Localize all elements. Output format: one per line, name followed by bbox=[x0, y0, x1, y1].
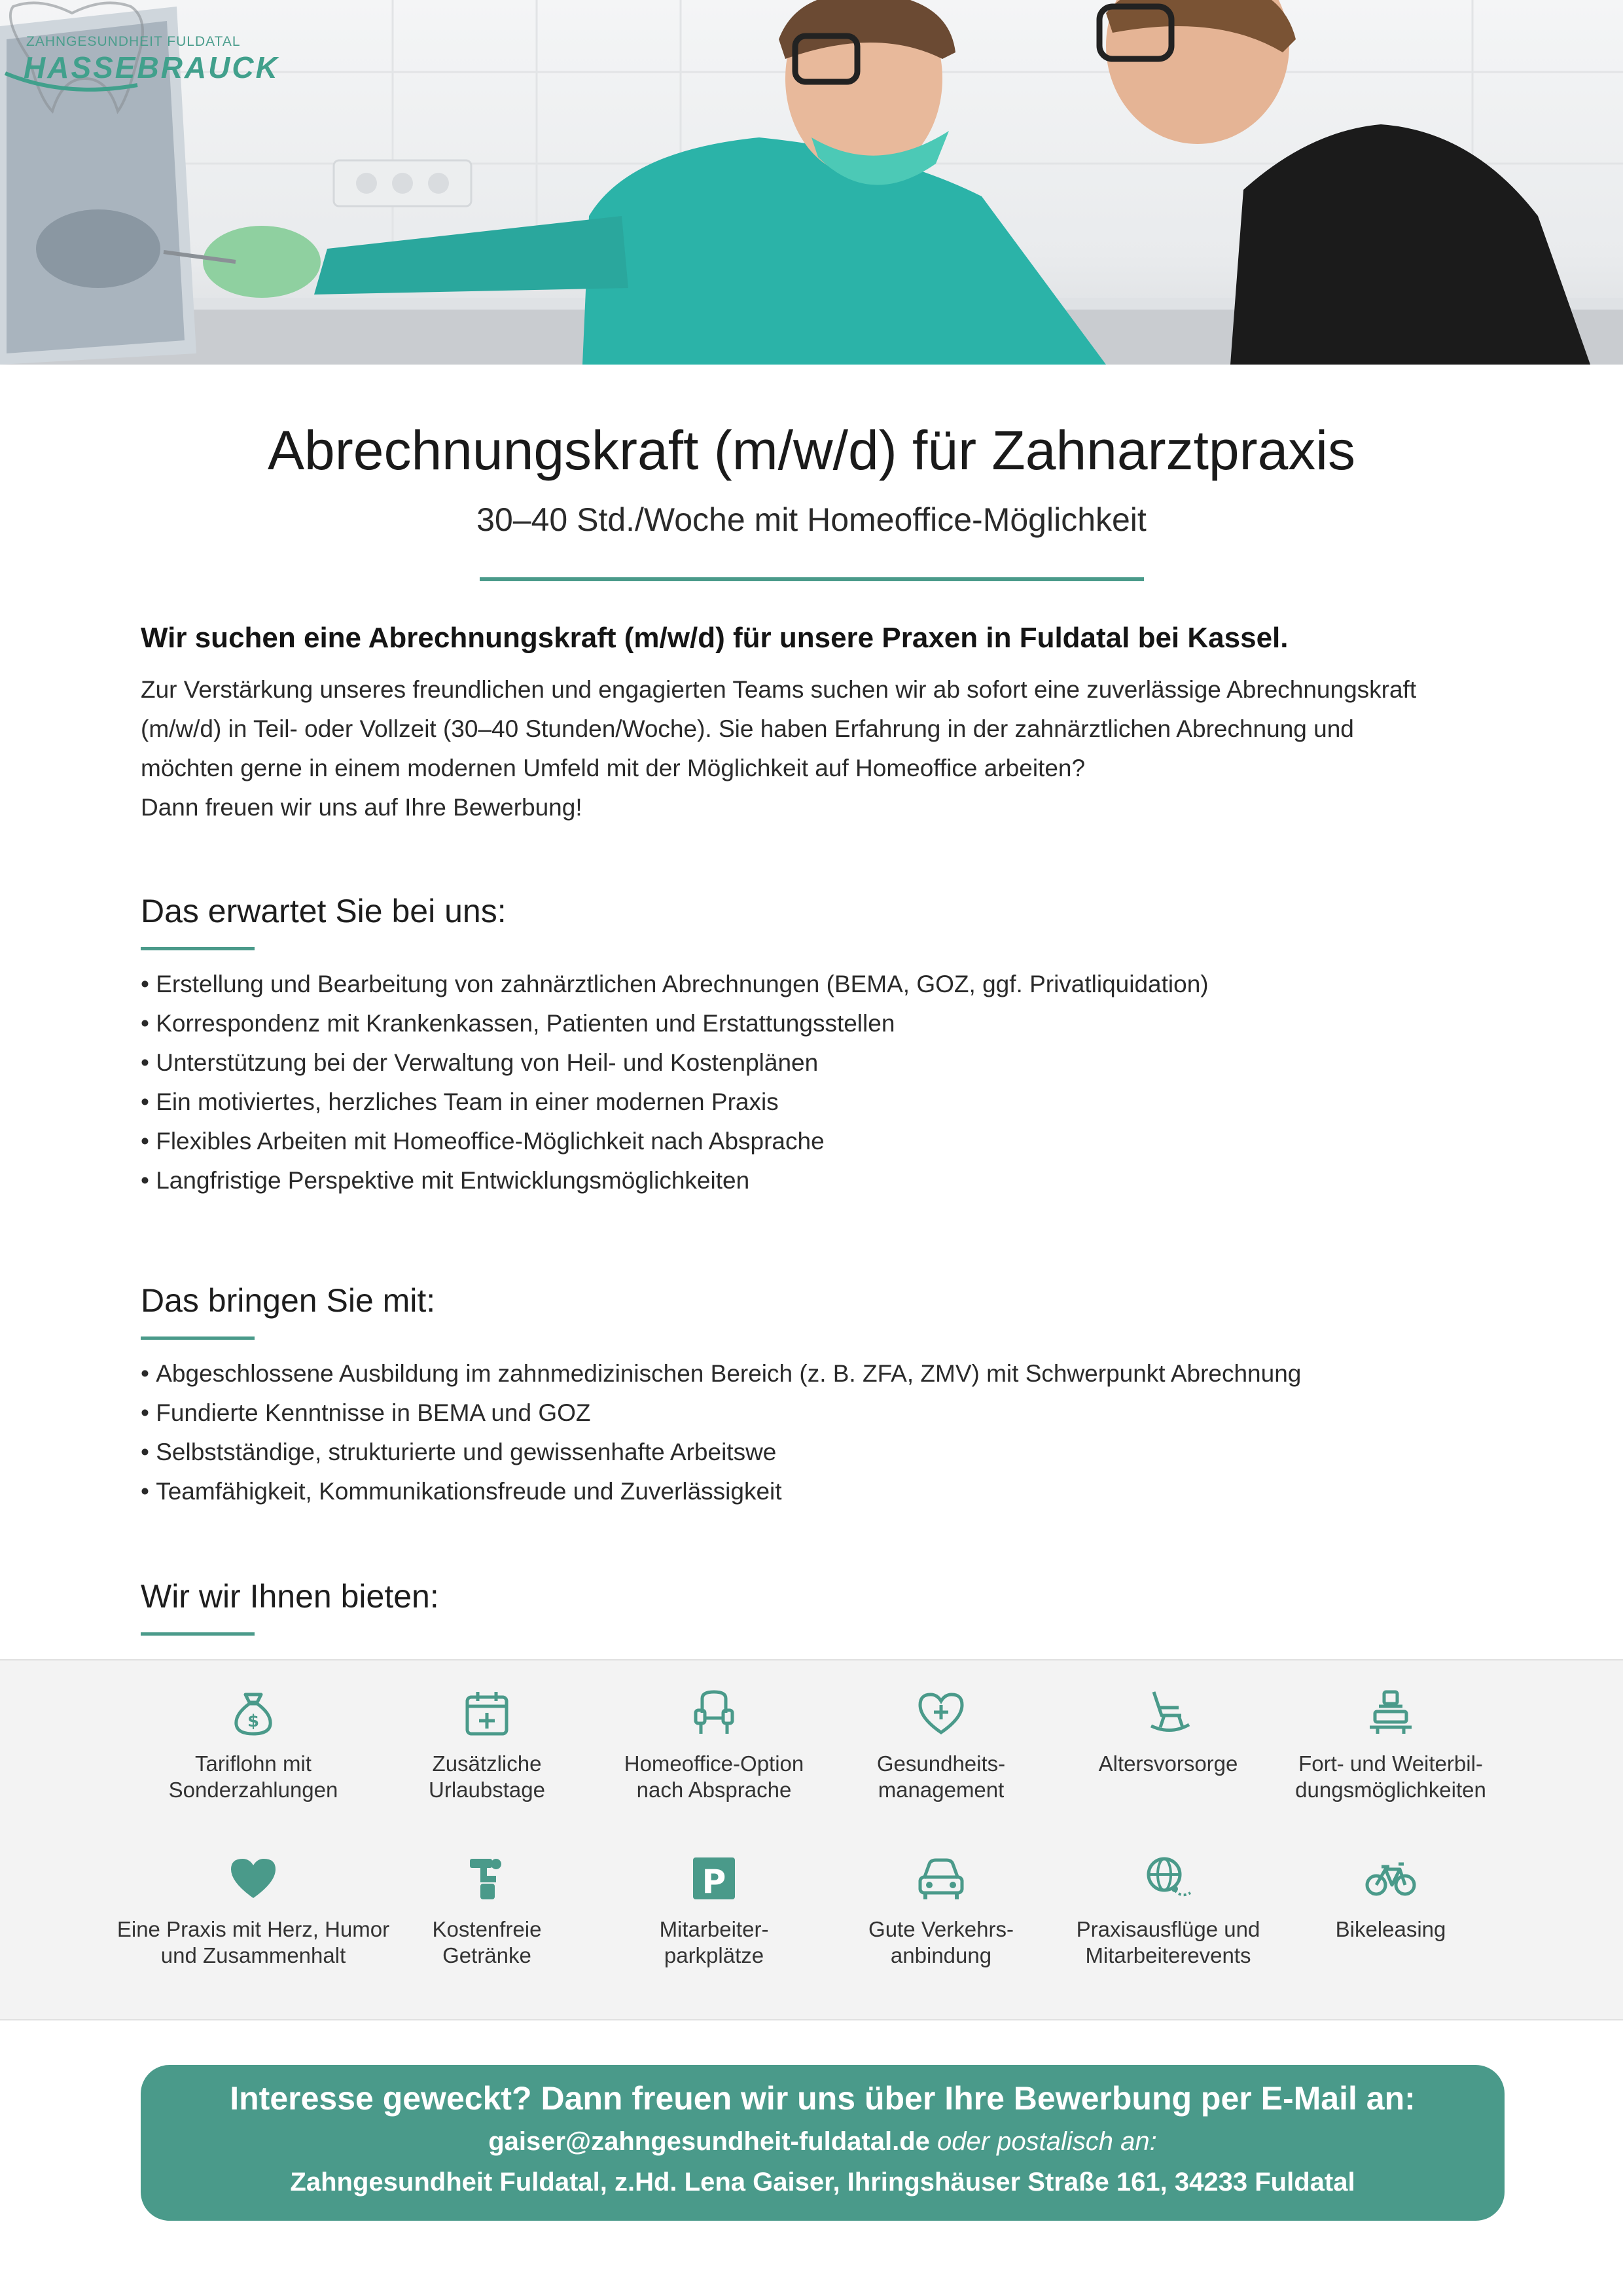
intro-line: (m/w/d) in Teil- oder Vollzeit (30–40 Stunden/Woche). Sie haben Erfahrung in der zahnärztlichen Abrechnung und bbox=[141, 715, 1354, 742]
page-subtitle: 30–40 Std./Woche mit Homeoffice-Möglichkeit bbox=[476, 501, 1147, 538]
benefit-label: Kostenfreie Getränke bbox=[432, 1917, 542, 1967]
page-title: Abrechnungskraft (m/w/d) für Zahnarztpraxis bbox=[268, 420, 1355, 481]
list-item: • Ein motiviertes, herzliches Team in einer modernen Praxis bbox=[141, 1083, 1502, 1122]
list-item: • Erstellung und Bearbeitung von zahnärztlichen Abrechnungen (BEMA, GOZ, ggf. Privatliquidation) bbox=[141, 965, 1502, 1004]
section-title-offer: Wir wir Ihnen bieten: bbox=[141, 1578, 439, 1615]
benefit-label: Gute Verkehrs- anbindung bbox=[868, 1917, 1014, 1967]
list-item: • Fundierte Kenntnisse in BEMA und GOZ bbox=[141, 1393, 1502, 1433]
list-bring bbox=[141, 1354, 1502, 1511]
contact-email-link[interactable]: gaiser@zahngesundheit-fuldatal.de bbox=[488, 2127, 930, 2156]
contact-address: Zahngesundheit Fuldatal, z.Hd. Lena Gaiser, Ihringshäuser Straße 161, 34233 Fuldatal bbox=[290, 2168, 1355, 2197]
list-item: • Teamfähigkeit, Kommunikationsfreude und Zuverlässigkeit bbox=[141, 1472, 1502, 1511]
contact-or-text: oder postalisch an: bbox=[937, 2127, 1157, 2156]
section-title-bring: Das bringen Sie mit: bbox=[141, 1282, 436, 1319]
svg-text:$: $ bbox=[247, 1712, 260, 1731]
benefit-training bbox=[1240, 1687, 1541, 1803]
contact-headline: Interesse geweckt? Dann freuen wir uns über Ihre Bewerbung per E-Mail an: bbox=[230, 2080, 1416, 2117]
money-bag-icon bbox=[227, 1687, 279, 1739]
benefit-label: Mitarbeiter- parkplätze bbox=[659, 1917, 769, 1967]
benefit-label: Eine Praxis mit Herz, Humor und Zusammenhalt bbox=[116, 1917, 390, 1967]
benefit-label: Praxisausflüge und Mitarbeiterevents bbox=[1076, 1917, 1260, 1967]
contact-email-line bbox=[141, 2127, 1505, 2157]
list-item: • Selbstständige, strukturierte und gewissenhafte Arbeitswe bbox=[141, 1433, 1502, 1472]
rocking-chair-icon bbox=[1142, 1687, 1194, 1739]
hero-photo bbox=[0, 0, 1623, 365]
list-item: • Abgeschlossene Ausbildung im zahnmedizinischen Bereich (z. B. ZFA, ZMV) mit Schwerpunkt Abrechnung bbox=[141, 1354, 1502, 1393]
section-title-expect: Das erwartet Sie bei uns: bbox=[141, 893, 507, 929]
section-divider bbox=[141, 947, 255, 950]
section-divider bbox=[141, 1632, 255, 1636]
drink-icon bbox=[461, 1852, 513, 1905]
list-item: • Flexibles Arbeiten mit Homeoffice-Möglichkeit nach Absprache bbox=[141, 1122, 1502, 1161]
bicycle-icon bbox=[1364, 1852, 1417, 1905]
benefit-label: Altersvorsorge bbox=[1098, 1751, 1238, 1776]
list-expect bbox=[141, 965, 1502, 1200]
benefit-label: Homeoffice-Option nach Absprache bbox=[624, 1751, 804, 1802]
intro-line: Dann freuen wir uns auf Ihre Bewerbung! bbox=[141, 794, 582, 821]
logo-name: HASSEBRAUCK bbox=[24, 50, 279, 84]
contact-box bbox=[141, 2065, 1505, 2221]
parking-icon bbox=[688, 1852, 740, 1905]
graduation-desk-icon bbox=[1364, 1687, 1417, 1739]
benefit-label: Fort- und Weiterbil- dungsmöglichkeiten bbox=[1295, 1751, 1486, 1802]
intro-text bbox=[141, 670, 1502, 827]
heart-pulse-icon bbox=[915, 1687, 967, 1739]
section-divider bbox=[141, 1336, 255, 1340]
list-item: • Unterstützung bei der Verwaltung von Heil- und Kostenplänen bbox=[141, 1043, 1502, 1083]
benefit-label: Tariflohn mit Sonderzahlungen bbox=[168, 1751, 338, 1802]
svg-text:P: P bbox=[702, 1863, 726, 1901]
list-item: • Korrespondenz mit Krankenkassen, Patienten und Erstattungsstellen bbox=[141, 1004, 1502, 1043]
logo-tagline: ZAHNGESUNDHEIT FULDATAL bbox=[26, 34, 241, 49]
intro-line: möchten gerne in einem modernen Umfeld mit der Möglichkeit auf Homeoffice arbeiten? bbox=[141, 755, 1086, 781]
car-icon bbox=[915, 1852, 967, 1905]
list-item: • Langfristige Perspektive mit Entwicklungsmöglichkeiten bbox=[141, 1161, 1502, 1200]
calendar-plus-icon bbox=[461, 1687, 513, 1739]
armchair-icon bbox=[688, 1687, 740, 1739]
intro-line: Zur Verstärkung unseres freundlichen und engagierten Teams suchen wir ab sofort eine zuverlässige Abrechnungskraft bbox=[141, 676, 1417, 703]
heart-icon bbox=[227, 1852, 279, 1905]
benefits-grid bbox=[0, 1659, 1623, 2020]
benefit-label: Bikeleasing bbox=[1335, 1917, 1446, 1941]
globe-travel-icon bbox=[1142, 1852, 1194, 1905]
benefit-label: Gesundheits- management bbox=[876, 1751, 1006, 1802]
benefit-bike bbox=[1240, 1852, 1541, 1943]
intro-lead: Wir suchen eine Abrechnungskraft (m/w/d) für unsere Praxen in Fuldatal bei Kassel. bbox=[141, 622, 1289, 654]
title-divider bbox=[480, 577, 1144, 581]
benefit-label: Zusätzliche Urlaubstage bbox=[429, 1751, 545, 1802]
